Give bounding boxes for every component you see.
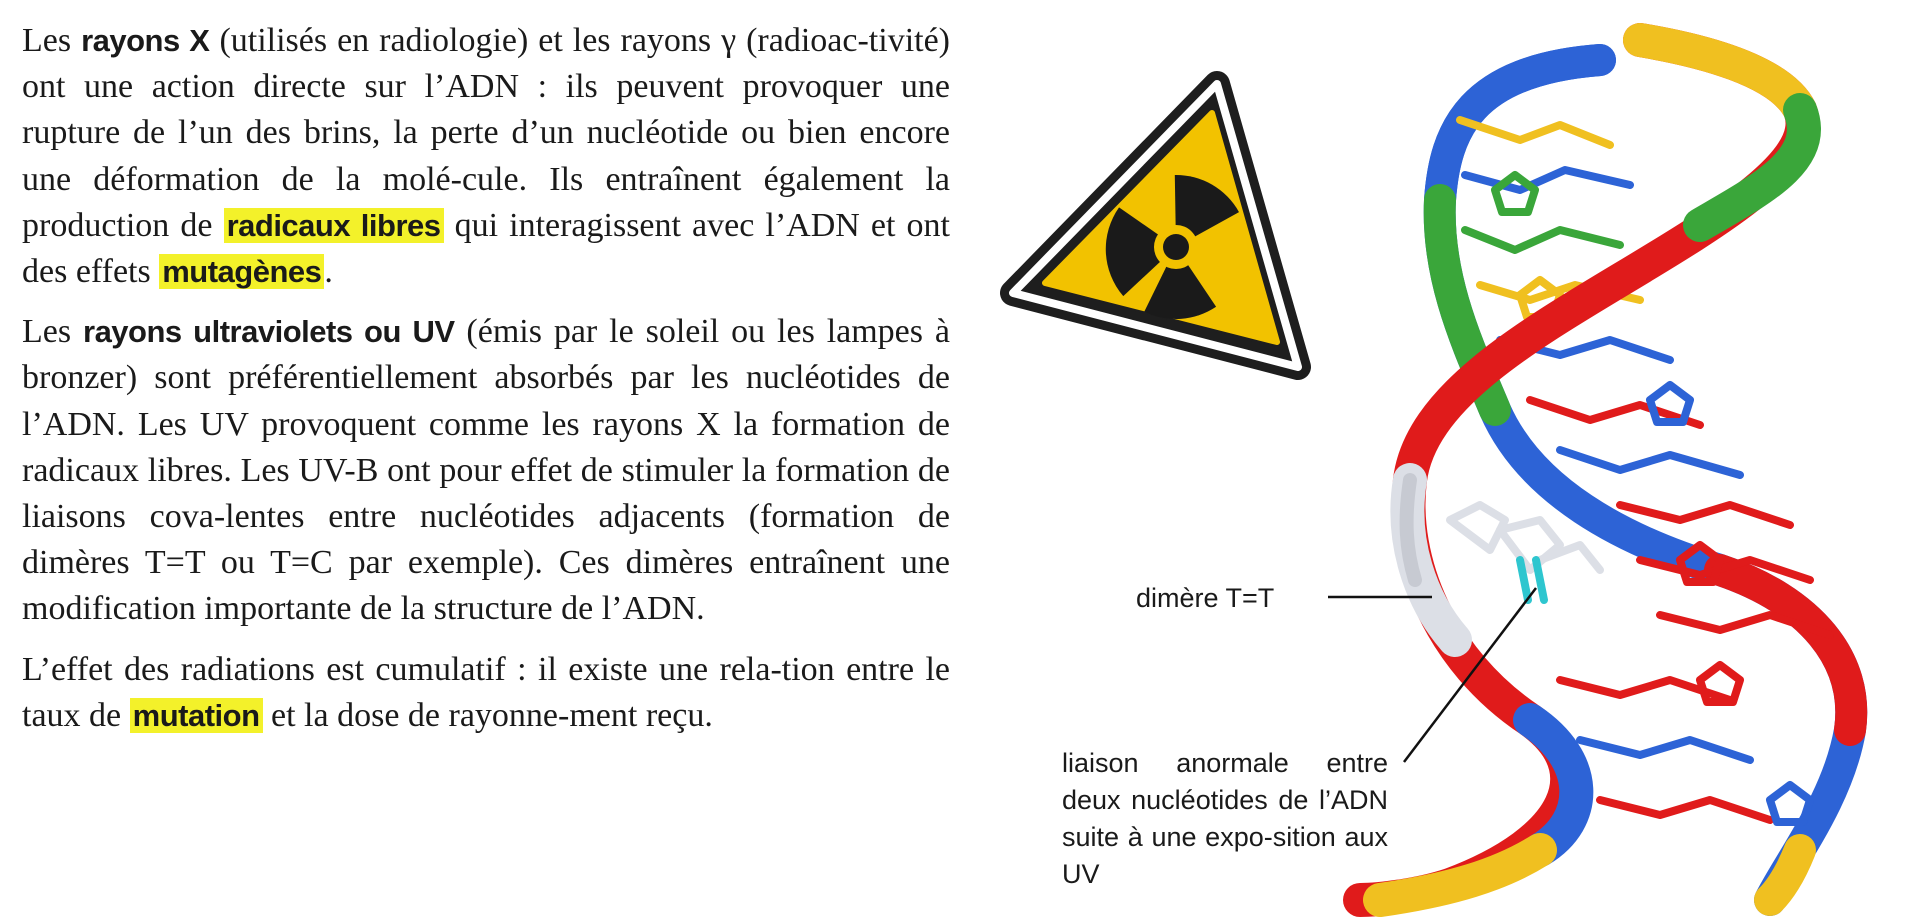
text-run: Les	[22, 313, 83, 351]
highlight-mutagenes: mutagènes	[159, 254, 324, 289]
text-run: qui interagissent avec l’ADN et ont des effets	[22, 206, 950, 291]
text-run: (émis par le soleil ou les lampes à bronzer) sont préférentiellement absorbés par les nucléotides de l’ADN. Les UV provoquent comme les rayons X la formation de radicaux libres. Les UV-B ont pour effet de stimuler la formation de liaisons cova-lentes entre nucléotides adjacents (formation de dimères T=T ou T=C par exemple). Ces dimères entraînent une modification importante de la structure de l’ADN.	[22, 313, 950, 628]
radiation-warning-icon	[1013, 84, 1302, 371]
text-run: Les	[22, 22, 82, 59]
text-run: L’effet des radiations est cumulatif : il existe une rela-tion entre le taux de	[22, 650, 950, 734]
highlight-radicaux-libres: radicaux libres	[224, 208, 444, 243]
keyword-rayons-uv: rayons ultraviolets ou UV	[83, 314, 455, 350]
text-run: .	[324, 253, 333, 291]
keyword-rayons-x: rayons X	[81, 23, 210, 58]
highlight-mutation: mutation	[130, 698, 263, 733]
text-run: et la dose de rayonne-ment reçu.	[262, 696, 713, 734]
dimer-label: dimère T=T	[1136, 583, 1275, 613]
text-run: (utilisés en radiologie) et les rayons γ (radioac-tivité) ont une action directe sur l’ADN : ils peuvent provoquer une rupture de l’un des brins, la perte d’un nucléotide ou bien encore une déformation de la molé-cule. Ils entraînent également la production de	[22, 22, 950, 244]
dna-double-helix-illustration	[1360, 40, 1851, 900]
abnormal-bond-label: liaison anormale entre deux nucléotides de l’ADN suite à une expo-sition aux UV	[1062, 748, 1388, 889]
